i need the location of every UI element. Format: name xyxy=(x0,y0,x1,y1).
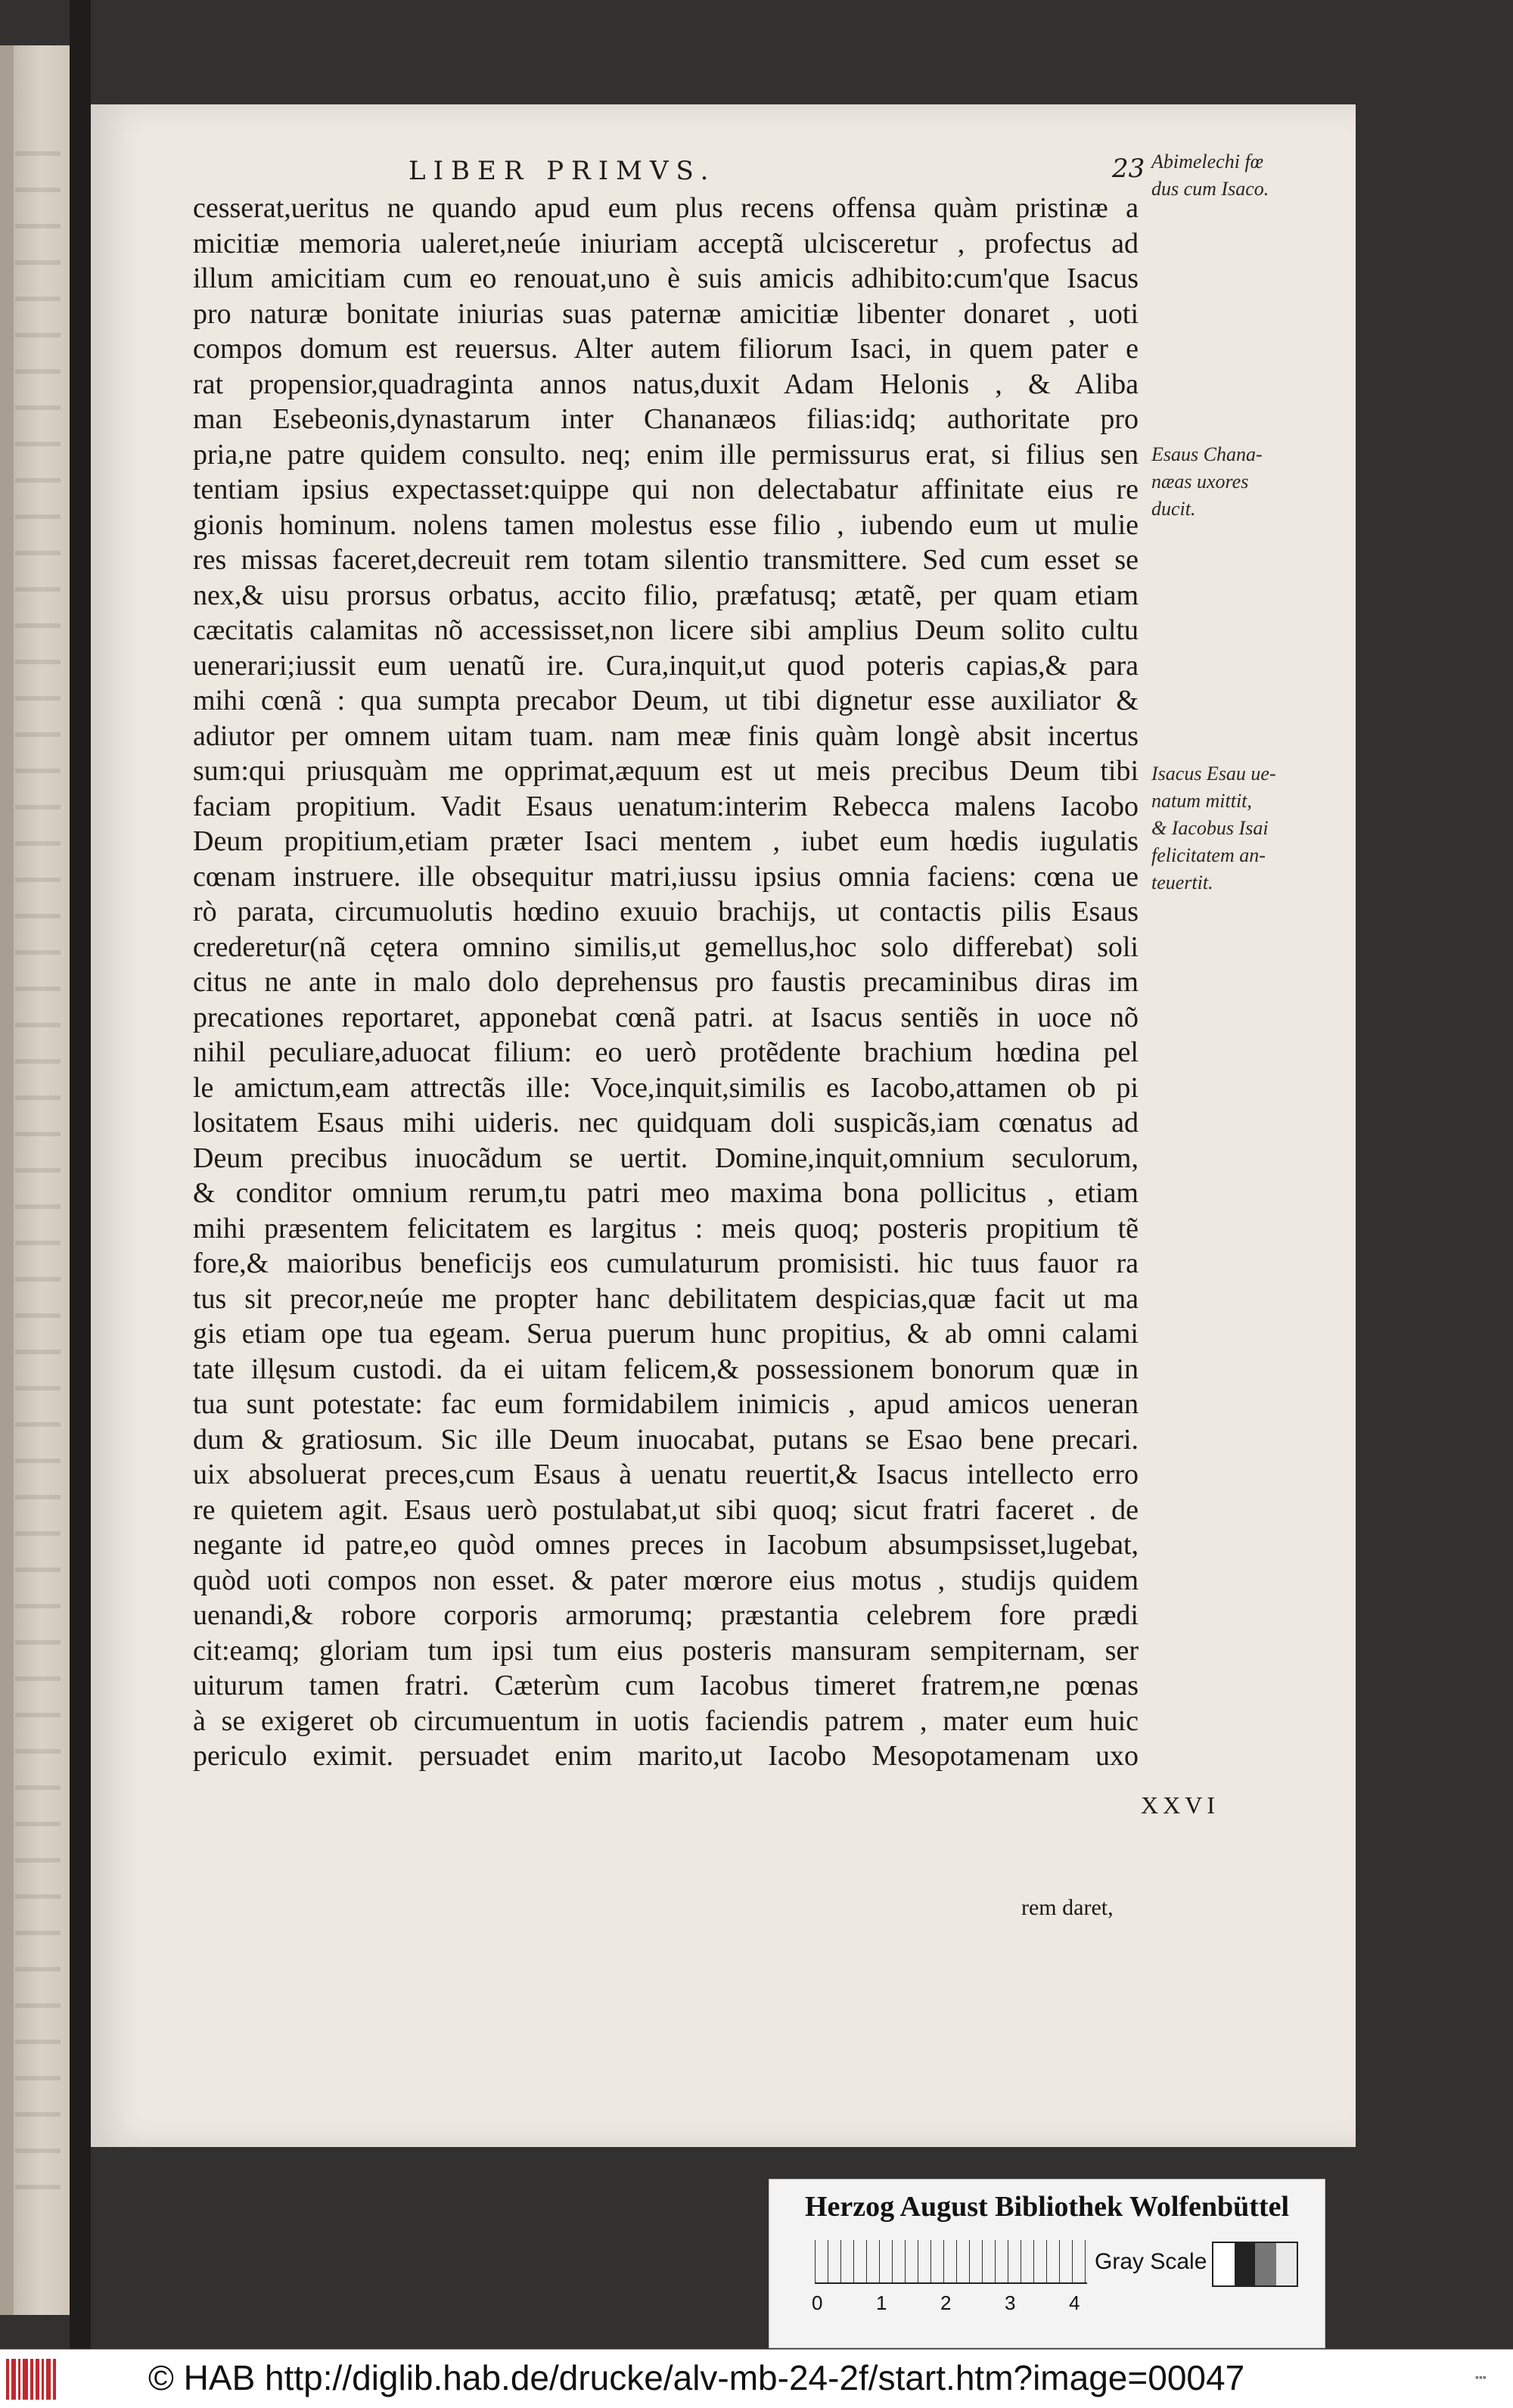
facing-page-border xyxy=(0,45,14,2315)
scale-ruler xyxy=(815,2240,1087,2284)
text-line: gis etiam ope tua egeam. Serua puerum hunc propitius, & ab omni calami xyxy=(193,1318,1139,1350)
margin-note-line: næas uxores xyxy=(1151,471,1249,492)
text-line: adiutor per omnem uitam tuam. nam meæ finis quàm longè absit incertus xyxy=(193,719,1139,752)
text-line: man Esebeonis,dynastarum inter Chananæos filias:idq; authoritate pro xyxy=(193,403,1139,435)
margin-note-line: Abimelechi fœ xyxy=(1151,151,1264,172)
swatch-black xyxy=(1235,2243,1256,2285)
swatch-white xyxy=(1213,2243,1235,2285)
text-line: fore,& maioribus beneficijs eos cumulaturum promisisti. hic tuus fauor ra xyxy=(193,1247,1139,1279)
hab-logo-icon xyxy=(6,2359,64,2400)
margin-note-line: teuertit. xyxy=(1151,872,1213,893)
text-line: nihil peculiare,aduocat filium: eo uerò protẽdente brachium hœdina pel xyxy=(193,1036,1139,1068)
margin-note-line: Isacus Esau ue- xyxy=(1151,763,1276,785)
ruler-number: 2 xyxy=(940,2291,952,2314)
text-line: micitiæ memoria ualeret,neúe iniuriam acceptã ulcisceretur , profectus ad xyxy=(193,227,1139,259)
text-line: mihi cœnã : qua sumpta precabor Deum, ut tibi dignetur esse auxiliator & xyxy=(193,685,1139,716)
text-line: lositatem Esaus mihi uideris. nec quidquam doli suspicãs,iam cœnatus ad xyxy=(193,1107,1139,1139)
chapter-number: XXVI xyxy=(1141,1791,1219,1819)
text-line: compos domum est reuersus. Alter autem filiorum Isaci, in quem pater e xyxy=(193,333,1139,365)
margin-note-3 xyxy=(1151,760,1280,896)
text-line: quòd uoti compos non esset. & pater mœrore eius motus , studijs quidem xyxy=(193,1564,1139,1596)
text-line: cœnam instruere. ille obsequitur matri,iussu ipsius omnia faciens: cœna ue xyxy=(193,860,1139,893)
margin-note-1 xyxy=(1151,148,1280,203)
text-line: rò parata, circumuolutis hœdino exuuio brachijs, ut contactis pilis Esaus xyxy=(193,896,1139,927)
text-line: crederetur(nã cętera omnino similis,ut gemellus,hoc solo differebat) soli xyxy=(193,931,1139,963)
body-text xyxy=(193,191,1139,1774)
catchword: rem daret, xyxy=(1021,1895,1114,1920)
text-line: tentiam ipsius expectasset:quippe qui non delectabatur affinitate eius re xyxy=(193,474,1139,505)
margin-note-line: felicitatem an- xyxy=(1151,844,1266,866)
text-line: periculo eximit. persuadet enim marito,ut Iacobo Mesopotamenam uxo xyxy=(193,1740,1139,1772)
text-line: mihi præsentem felicitatem es largitus : meis quoq; posteris propitium tẽ xyxy=(193,1212,1139,1244)
margin-note-line: & Iacobus Isai xyxy=(1151,817,1269,839)
text-line: tate illęsum custodi. da ei uitam felicem,& possessionem bonorum quæ in xyxy=(193,1353,1139,1385)
source-url-link[interactable]: © HAB http://diglib.hab.de/drucke/alv-mb-24-2f/start.htm?image=00047 xyxy=(148,2358,1245,2397)
ruler-number: 0 xyxy=(812,2291,823,2314)
text-line: uenandi,& robore corporis armorumq; præstantia celebrem fore prædi xyxy=(193,1599,1139,1631)
text-line: cesserat,ueritus ne quando apud eum plus recens offensa quàm pristinæ a xyxy=(193,192,1139,224)
text-line: nex,& uisu prorsus orbatus, accito filio, præfatusq; ætatẽ, per quam etiam xyxy=(193,579,1139,611)
text-line: illum amicitiam cum eo renouat,uno è suis amicis adhibito:cum'que Isacus xyxy=(193,263,1139,294)
text-line: cæcitatis calamitas nõ accessisset,non licere sibi amplius Deum solito cultu xyxy=(193,614,1139,646)
text-line: uenerari;iussit eum uenatũ ire. Cura,inquit,ut quod poteris capias,& para xyxy=(193,649,1139,682)
text-line: uiturum tamen fratri. Cæterùm cum Iacobus timeret fratrem,ne pœnas xyxy=(193,1670,1139,1701)
text-line: rat propensior,quadraginta annos natus,duxit Adam Helonis , & Aliba xyxy=(193,368,1139,400)
swatch-light xyxy=(1276,2243,1297,2285)
gray-scale-swatches xyxy=(1212,2242,1298,2287)
text-line: tua sunt potestate: fac eum formidabilem inimicis , apud amicos ueneran xyxy=(193,1388,1139,1420)
text-line: Deum propitium,etiam præter Isaci mentem , iubet eum hœdis iugulatis xyxy=(193,825,1139,857)
page-number: 23 xyxy=(1112,154,1145,184)
library-color-label xyxy=(769,2179,1325,2348)
text-line: gionis hominum. nolens tamen molestus esse filio , iubendo eum ut mulie xyxy=(193,508,1139,541)
text-line: cit:eamq; gloriam tum ipsi tum eius posteris mansuram sempiternam, ser xyxy=(193,1634,1139,1667)
margin-note-line: natum mittit, xyxy=(1151,790,1252,812)
swatch-mid xyxy=(1255,2243,1276,2285)
text-line: re quietem agit. Esaus uerò postulabat,ut sibi quoq; sicut fratri faceret . de xyxy=(193,1493,1139,1526)
gray-scale-label: Gray Scale xyxy=(1095,2249,1207,2274)
margin-note-line: Esaus Chana- xyxy=(1151,443,1263,465)
text-line: sum:qui priusquàm me opprimat,æquum est ut meis precibus Deum tibi xyxy=(193,755,1139,787)
ruler-number: 4 xyxy=(1069,2291,1080,2314)
text-line: dum & gratiosum. Sic ille Deum inuocabat, putans se Esao bene precari. xyxy=(193,1423,1139,1456)
text-line: citus ne ante in malo dolo deprehensus pro faustis precaminibus diras im xyxy=(193,966,1139,998)
text-line: Deum precibus inuocãdum se uertit. Domine,inquit,omnium seculorum, xyxy=(193,1142,1139,1174)
margin-note-2 xyxy=(1151,441,1280,523)
text-line: res missas faceret,decreuit rem totam silentio transmittere. Sed cum esset se xyxy=(193,544,1139,576)
text-line: uix absoluerat preces,cum Esaus à uenatu reuertit,& Isacus intellecto erro xyxy=(193,1459,1139,1490)
binding-gutter xyxy=(70,0,91,2349)
margin-note-line: ducit. xyxy=(1151,498,1196,520)
text-line: faciam propitium. Vadit Esaus uenatum:interim Rebecca malens Iacobo xyxy=(193,790,1139,822)
text-line: pro naturæ bonitate iniurias suas paternæ amicitiæ libenter donaret , uoti xyxy=(193,297,1139,330)
text-line: negante id patre,eo quòd omnes preces in Iacobum absumpsisset,lugebat, xyxy=(193,1529,1139,1561)
text-line: tus sit precor,neúe me propter hanc debilitatem despicias,quæ facit ut ma xyxy=(193,1282,1139,1315)
running-head: LIBER PRIMVS. xyxy=(409,156,716,186)
text-line: precationes reportaret, apponebat cœnã patri. at Isacus sentiẽs in uoce nõ xyxy=(193,1001,1139,1033)
viewer-footer xyxy=(0,2349,1513,2408)
text-line: & conditor omnium rerum,tu patri meo maxima bona pollicitus , etiam xyxy=(193,1177,1139,1209)
text-line: le amictum,eam attrectãs ille: Voce,inquit,similis es Iacobo,attamen ob pi xyxy=(193,1071,1139,1104)
library-name: Herzog August Bibliothek Wolfenbüttel xyxy=(804,2191,1290,2223)
margin-note-line: dus cum Isaco. xyxy=(1151,178,1269,200)
ruler-number: 3 xyxy=(1005,2291,1016,2314)
text-line: pria,ne patre quidem consulto. neq; enim ille permissurus erat, si filius sen xyxy=(193,438,1139,471)
text-line: à se exigeret ob circumuentum in uotis faciendis patrem , mater eum huic xyxy=(193,1704,1139,1737)
menu-dots-icon[interactable]: ▪▪▪ xyxy=(1475,2371,1487,2383)
ruler-number: 1 xyxy=(876,2291,887,2314)
facing-page-text-shadow xyxy=(15,151,61,2194)
